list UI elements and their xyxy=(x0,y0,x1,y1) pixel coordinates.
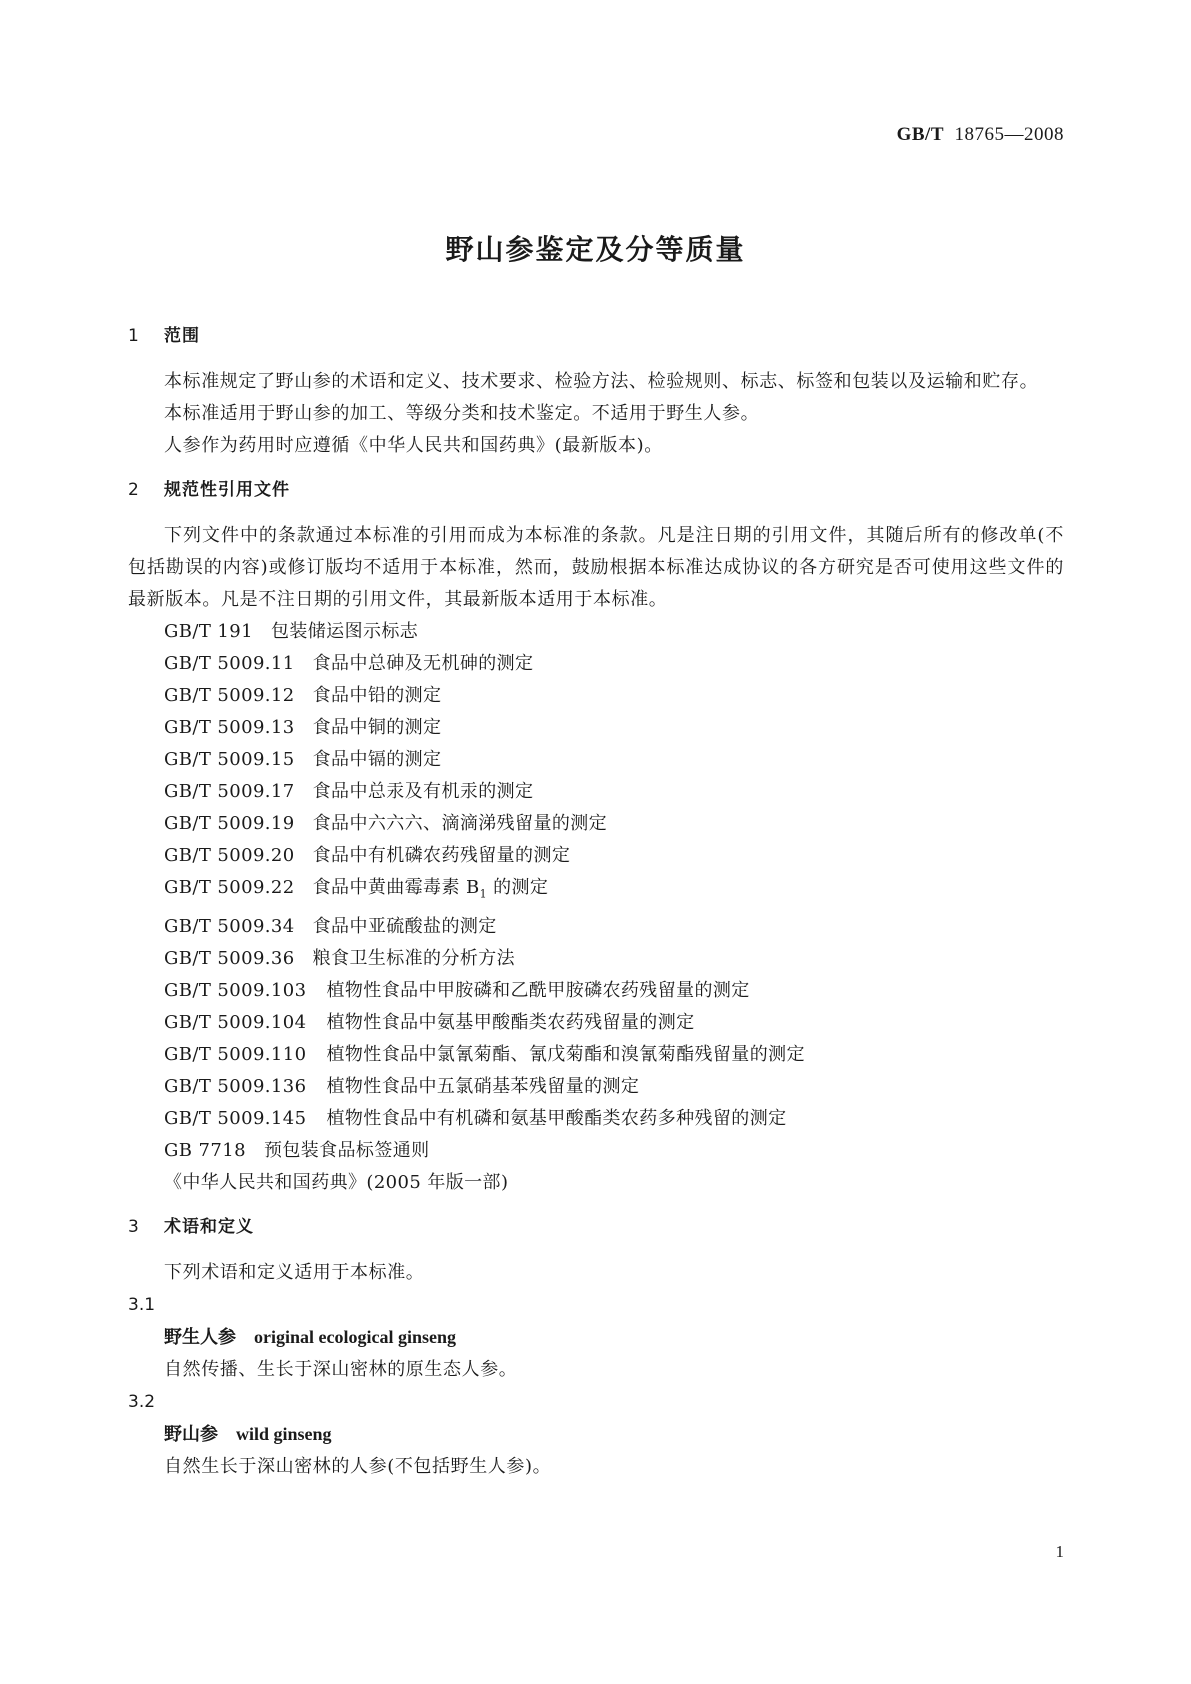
reference-item xyxy=(128,943,1064,975)
reference-code: GB/T 5009.110 xyxy=(164,1043,307,1065)
standard-prefix: GB/T xyxy=(896,124,944,145)
paragraph: 下列文件中的条款通过本标准的引用而成为本标准的条款。凡是注日期的引用文件，其随后所有的修改单(不包括勘误的内容)或修订版均不适用于本标准，然而，鼓励根据本标准达成协议的各方研究是否可使用这些文件的最新版本。凡是不注日期的引用文件，其最新版本适用于本标准。 xyxy=(128,525,1064,610)
subscript: 1 xyxy=(479,887,487,901)
reference-item-pharmacopoeia: 《中华人民共和国药典》(2005 年版一部) xyxy=(164,1171,509,1193)
reference-item xyxy=(128,840,1064,872)
reference-code: GB/T 5009.17 xyxy=(164,781,295,802)
reference-title: 包装储运图示标志 xyxy=(270,621,419,642)
reference-item xyxy=(128,1007,1064,1039)
section-title: 范围 xyxy=(164,326,200,346)
reference-item xyxy=(128,975,1064,1007)
reference-code: GB/T 5009.22 xyxy=(164,877,295,898)
reference-code: GB/T 5009.11 xyxy=(164,653,295,674)
reference-title: 食品中亚硫酸盐的测定 xyxy=(312,915,497,937)
term-name xyxy=(128,1418,1064,1451)
reference-title: 食品中总汞及有机汞的测定 xyxy=(312,781,534,802)
reference-code: GB/T 5009.36 xyxy=(164,947,295,969)
reference-item xyxy=(128,808,1064,840)
reference-code: GB/T 5009.145 xyxy=(164,1107,307,1129)
reference-item xyxy=(128,872,1064,911)
paragraph: 本标准规定了野山参的术语和定义、技术要求、检验方法、检验规则、标志、标签和包装以及运输和贮存。 xyxy=(164,371,1039,392)
reference-title: 食品中铅的测定 xyxy=(312,685,442,706)
reference-code: GB/T 5009.20 xyxy=(164,845,295,866)
paragraph: 下列术语和定义适用于本标准。 xyxy=(164,1261,425,1283)
reference-title: 食品中铜的测定 xyxy=(312,717,442,738)
reference-item xyxy=(128,616,1064,648)
reference-item xyxy=(128,744,1064,776)
standard-code xyxy=(897,124,1064,146)
reference-code: GB/T 5009.104 xyxy=(164,1011,307,1033)
reference-title-prefix: 食品中黄曲霉毒素 B xyxy=(312,877,480,898)
reference-title: 植物性食品中甲胺磷和乙酰甲胺磷农药残留量的测定 xyxy=(326,979,750,1001)
term-name-chinese: 野山参 xyxy=(164,1423,218,1445)
reference-title: 食品中总砷及无机砷的测定 xyxy=(312,653,534,674)
section-title: 术语和定义 xyxy=(164,1216,254,1237)
reference-title: 植物性食品中有机磷和氨基甲酸酯类农药多种残留的测定 xyxy=(326,1107,787,1129)
reference-title-suffix: 的测定 xyxy=(487,877,549,898)
reference-item xyxy=(128,1071,1064,1103)
term-number: 3.1 xyxy=(128,1294,156,1315)
reference-code: GB/T 5009.19 xyxy=(164,813,295,834)
reference-title: 粮食卫生标准的分析方法 xyxy=(312,947,516,969)
standard-number: 18765—2008 xyxy=(954,124,1064,145)
document-body xyxy=(128,320,1064,1483)
reference-code: GB/T 5009.34 xyxy=(164,915,295,937)
reference-item xyxy=(128,776,1064,808)
reference-title: 植物性食品中氯氰菊酯、氰戊菊酯和溴氰菊酯残留量的测定 xyxy=(326,1043,805,1065)
section-title: 规范性引用文件 xyxy=(164,480,290,500)
term-name-english: original ecological ginseng xyxy=(254,1326,456,1347)
reference-title: 食品中镉的测定 xyxy=(312,749,442,770)
section-number: 2 xyxy=(128,480,140,500)
term-definition: 自然传播、生长于深山密林的原生态人参。 xyxy=(164,1358,518,1380)
reference-item xyxy=(128,680,1064,712)
reference-item xyxy=(128,712,1064,744)
reference-code: GB/T 191 xyxy=(164,621,253,642)
reference-code: GB/T 5009.103 xyxy=(164,979,307,1001)
section-heading-terms-definitions xyxy=(128,1211,1064,1243)
paragraph: 人参作为药用时应遵循《中华人民共和国药典》(最新版本)。 xyxy=(164,435,663,456)
term-number: 3.2 xyxy=(128,1391,156,1412)
reference-code: GB/T 5009.12 xyxy=(164,685,295,706)
reference-item xyxy=(128,1135,1064,1167)
reference-item xyxy=(128,911,1064,943)
reference-title: 食品中六六六、滴滴涕残留量的测定 xyxy=(312,813,608,834)
reference-title: 植物性食品中氨基甲酸酯类农药残留量的测定 xyxy=(326,1011,695,1033)
reference-item xyxy=(128,1039,1064,1071)
reference-title: 食品中有机磷农药残留量的测定 xyxy=(312,845,571,866)
reference-code: GB 7718 xyxy=(164,1139,246,1161)
section-number: 3 xyxy=(128,1216,140,1237)
term-name-chinese: 野生人参 xyxy=(164,1326,236,1348)
term-name xyxy=(128,1321,1064,1354)
page-number: 1 xyxy=(1055,1542,1064,1561)
reference-title: 植物性食品中五氯硝基苯残留量的测定 xyxy=(326,1075,640,1097)
reference-code: GB/T 5009.13 xyxy=(164,717,295,738)
section-heading-normative-references xyxy=(128,474,1064,506)
reference-item xyxy=(128,648,1064,680)
term-name-english: wild ginseng xyxy=(236,1423,332,1444)
document-title: 野山参鉴定及分等质量 xyxy=(445,233,746,266)
reference-code: GB/T 5009.136 xyxy=(164,1075,307,1097)
term-definition: 自然生长于深山密林的人参(不包括野生人参)。 xyxy=(164,1455,552,1477)
paragraph: 本标准适用于野山参的加工、等级分类和技术鉴定。不适用于野生人参。 xyxy=(164,403,760,424)
reference-item xyxy=(128,1103,1064,1135)
section-number: 1 xyxy=(128,326,140,346)
reference-code: GB/T 5009.15 xyxy=(164,749,295,770)
section-heading-scope xyxy=(128,320,1064,352)
reference-title: 预包装食品标签通则 xyxy=(263,1139,430,1161)
